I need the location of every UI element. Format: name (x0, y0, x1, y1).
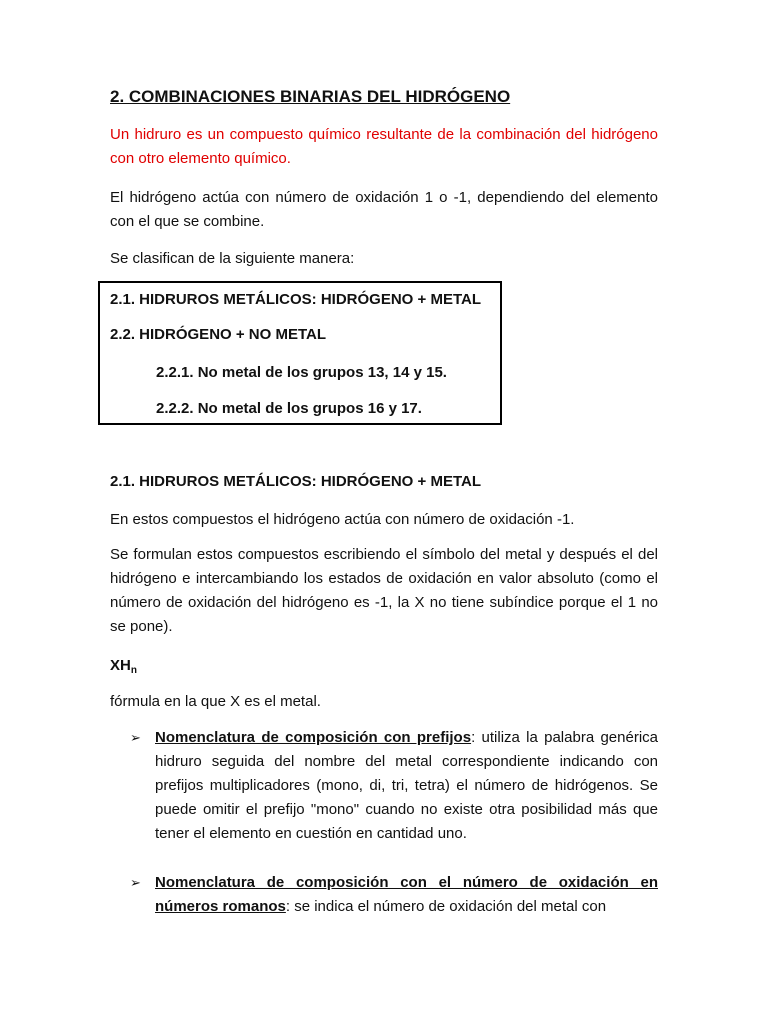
section-heading: 2.1. HIDRUROS METÁLICOS: HIDRÓGENO + METAL (110, 473, 481, 490)
general-formula (110, 655, 658, 682)
classification-paragraph: Se clasifican de la siguiente manera: (110, 250, 355, 267)
bullet-roman-title: Nomenclatura de composición con el número de oxidación en números romanos (155, 874, 658, 915)
section-paragraph-formulation: Se formulan estos compuestos escribiendo el símbolo del metal y después el del hidrógeno e intercambiando los estados de oxidación en valor absoluto (como el número de oxidación del hidrógeno es -1, la X no tiene subíndice porque el 1 no se pone). (110, 546, 658, 635)
classification-box (98, 281, 502, 425)
intro-definition: Un hidruro es un compuesto químico resultante de la combinación del hidrógeno con otro elemento químico. (110, 126, 658, 167)
formula-subscript: n (130, 665, 137, 676)
bullet-prefix-nomenclature (155, 726, 658, 846)
bullet-roman-nomenclature (155, 871, 658, 919)
bullet-arrow-icon: ➢ (130, 730, 141, 745)
box-item-metal-hydrides: 2.1. HIDRUROS METÁLICOS: HIDRÓGENO + METAL (110, 291, 481, 308)
box-item-groups-13-15: 2.2.1. No metal de los grupos 13, 14 y 15. (156, 364, 447, 381)
bullet-arrow-icon: ➢ (130, 875, 141, 890)
bullet-prefix-text: : utiliza la palabra genérica hidruro seguida del nombre del metal correspondiente indicando con prefijos multiplicadores (mono, di, tri, tetra) el número de hidrógenos. Se puede omitir el prefijo "mono" cuando no existe otra posibilidad más que tener el elemento en cuestión en cantidad uno. (155, 729, 658, 842)
formula-base: XH (110, 657, 131, 674)
page-title: 2. COMBINACIONES BINARIAS DEL HIDRÓGENO (110, 87, 511, 106)
bullet-roman-text: : se indica el número de oxidación del metal con (285, 898, 607, 915)
bullet-prefix-title: Nomenclatura de composición con prefijos (155, 729, 472, 746)
box-item-groups-16-17: 2.2.2. No metal de los grupos 16 y 17. (156, 400, 422, 417)
formula-note: fórmula en la que X es el metal. (110, 693, 321, 710)
oxidation-paragraph: El hidrógeno actúa con número de oxidación 1 o -1, dependiendo del elemento con el que se combine. (110, 189, 658, 230)
section-paragraph-oxidation: En estos compuestos el hidrógeno actúa con número de oxidación -1. (110, 511, 575, 528)
box-item-nonmetal: 2.2. HIDRÓGENO + NO METAL (110, 326, 326, 343)
